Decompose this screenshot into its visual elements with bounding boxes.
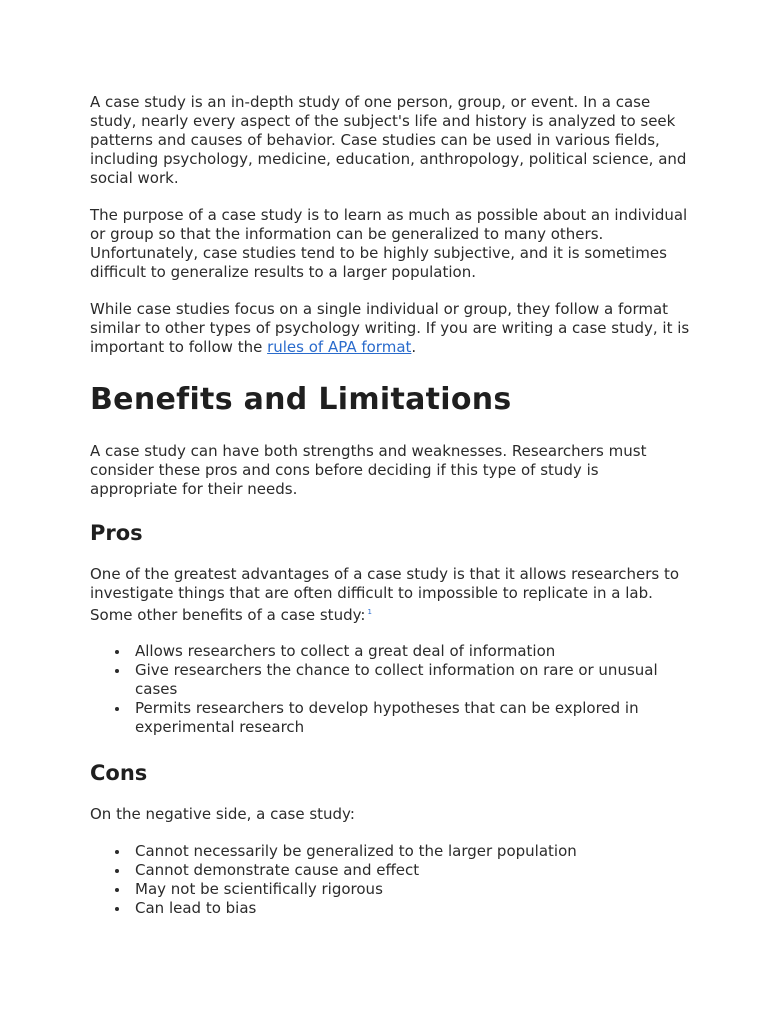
section-intro: A case study can have both strengths and weaknesses. Researchers must consider these pros and cons before deciding if this type of study is appropriate for their needs.: [90, 442, 647, 498]
list-item: Cannot necessarily be generalized to the larger population: [135, 842, 690, 861]
intro-paragraph-3-end: .: [411, 338, 417, 356]
list-item: Cannot demonstrate cause and effect: [135, 861, 690, 880]
list-item: Allows researchers to collect a great deal of information: [135, 642, 690, 661]
cons-heading: Cons: [90, 761, 148, 785]
list-item: Give researchers the chance to collect information on rare or unusual cases: [135, 661, 690, 699]
pros-intro-text: One of the greatest advantages of a case study is that it allows researchers to investigate things that are often difficult to impossible to replicate in a lab. Some other benefits of a case study:: [90, 565, 680, 624]
citation-link[interactable]: 1: [367, 608, 372, 616]
list-item: May not be scientifically rigorous: [135, 880, 690, 899]
apa-format-link[interactable]: rules of APA format: [267, 338, 412, 356]
pros-list: [90, 642, 690, 737]
pros-intro: [90, 565, 690, 625]
intro-paragraph-3-text: While case studies focus on a single individual or group, they follow a format similar to other types of psychology writing. If you are writing a case study, it is important to follow the: [90, 300, 690, 356]
section-heading: Benefits and Limitations: [90, 382, 512, 417]
intro-paragraph-1: A case study is an in-depth study of one person, group, or event. In a case study, nearly every aspect of the subject's life and history is analyzed to seek patterns and causes of behavior. Case studies can be used in various fields, including psychology, medicine, education, anthropology, political science, and social work.: [90, 93, 687, 187]
article-body: [90, 93, 690, 918]
pros-heading: Pros: [90, 521, 143, 545]
intro-paragraph-3: [90, 300, 690, 357]
intro-paragraph-2: The purpose of a case study is to learn as much as possible about an individual or group so that the information can be generalized to many others. Unfortunately, case studies tend to be highly subjective, and it is sometimes difficult to generalize results to a larger population.: [90, 206, 688, 281]
cons-intro: On the negative side, a case study:: [90, 805, 355, 823]
list-item: Can lead to bias: [135, 899, 690, 918]
list-item: Permits researchers to develop hypotheses that can be explored in experimental research: [135, 699, 690, 737]
cons-list: [90, 842, 690, 918]
